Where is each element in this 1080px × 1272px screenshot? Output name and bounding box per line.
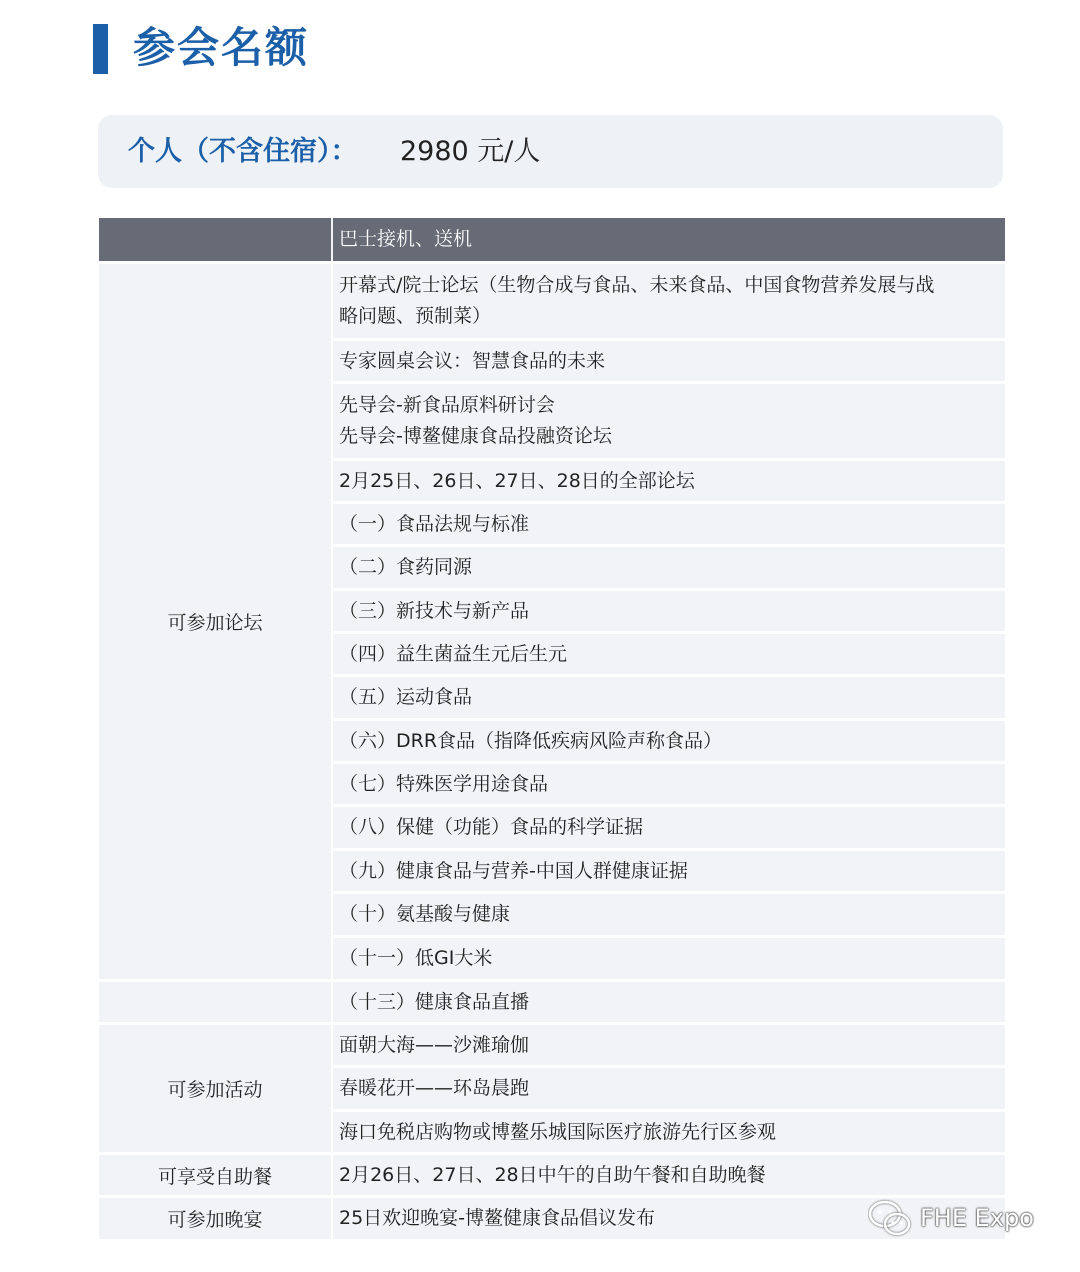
row-text: 开幕式/院士论坛（生物合成与食品、未来食品、中国食物营养发展与战: [339, 274, 935, 296]
row-text: （七）特殊医学用途食品: [339, 772, 549, 795]
row-text: 春暖花开——环岛晨跑: [339, 1077, 530, 1099]
row-text: （九）健康食品与营养-中国人群健康证据: [339, 859, 688, 882]
row-text: 2月26日、27日、28日中午的自助午餐和自助晚餐: [339, 1163, 766, 1186]
price-value: 2980 元/人: [400, 136, 541, 167]
label-forum: [99, 261, 331, 979]
table-row: [333, 1022, 1005, 1065]
label-blank: [99, 979, 331, 1022]
watermark: [868, 1196, 1034, 1240]
row-text: 先导会-新食品原料研讨会: [339, 394, 555, 416]
row-text: （四）益生菌益生元后生元: [339, 642, 568, 665]
label-banquet-text: 可参加晚宴: [167, 1209, 263, 1231]
row-text: 面朝大海——沙滩瑜伽: [339, 1033, 530, 1056]
table-row: [333, 631, 1005, 674]
table-row: [333, 935, 1005, 979]
table-row: [333, 761, 1005, 804]
row-text: （十）氨基酸与健康: [339, 903, 511, 925]
table-row: [333, 891, 1005, 935]
table-row: [333, 804, 1005, 848]
label-activity: [99, 1022, 331, 1152]
table-row: [333, 979, 1005, 1022]
price-box: [98, 115, 1003, 188]
label-forum-text: 可参加论坛: [167, 612, 263, 634]
table-row: [333, 674, 1005, 718]
row-text: 先导会-博鳌健康食品投融资论坛: [339, 425, 612, 447]
table-row: [333, 1152, 1005, 1195]
row-text: 专家圆桌会议：智慧食品的未来: [339, 349, 606, 372]
row-text: （八）保健（功能）食品的科学证据: [339, 816, 644, 838]
table-row: [333, 458, 1005, 501]
label-activity-text: 可参加活动: [167, 1079, 263, 1101]
table-row: [333, 338, 1005, 381]
table-row: [333, 544, 1005, 588]
label-banquet: [99, 1195, 331, 1239]
row-text: 海口免税店购物或博鳌乐城国际医疗旅游先行区参观: [339, 1120, 777, 1143]
price-label: 个人（不含住宿）：: [128, 136, 358, 167]
table-row: [333, 1065, 1005, 1109]
table-row: [333, 381, 1005, 458]
row-text: （三）新技术与新产品: [339, 599, 530, 622]
table-row: [333, 501, 1005, 544]
label-buffet-text: 可享受自助餐: [157, 1165, 272, 1188]
table-row: [333, 718, 1005, 761]
label-buffet: [99, 1152, 331, 1195]
title-accent-bar: [93, 24, 108, 74]
watermark-text: FHE Expo: [920, 1204, 1034, 1232]
table-row: [333, 588, 1005, 631]
row-text: 略问题、预制菜）: [339, 305, 492, 327]
row-text: （一）食品法规与标准: [339, 512, 530, 535]
row-text: （十三）健康食品直播: [339, 990, 530, 1013]
table-header-text: 巴士接机、送机: [339, 228, 473, 250]
table-row: [333, 261, 1005, 338]
wechat-icon: [868, 1199, 912, 1237]
row-text: （十一）低GI大米: [339, 947, 493, 969]
table-row: [333, 1109, 1005, 1152]
table-header-left: [99, 218, 331, 261]
row-text: （六）DRR食品（指降低疾病风险声称食品）: [339, 729, 723, 752]
table-row: [333, 848, 1005, 891]
benefits-table: [99, 218, 1005, 1239]
row-text: 2月25日、26日、27日、28日的全部论坛: [339, 469, 695, 492]
row-text: （二）食药同源: [339, 556, 473, 578]
table-header: [333, 218, 1005, 261]
row-text: （五）运动食品: [339, 686, 473, 708]
row-text: 25日欢迎晚宴-博鳌健康食品倡议发布: [339, 1207, 656, 1229]
page-title: 参会名额: [133, 23, 310, 72]
